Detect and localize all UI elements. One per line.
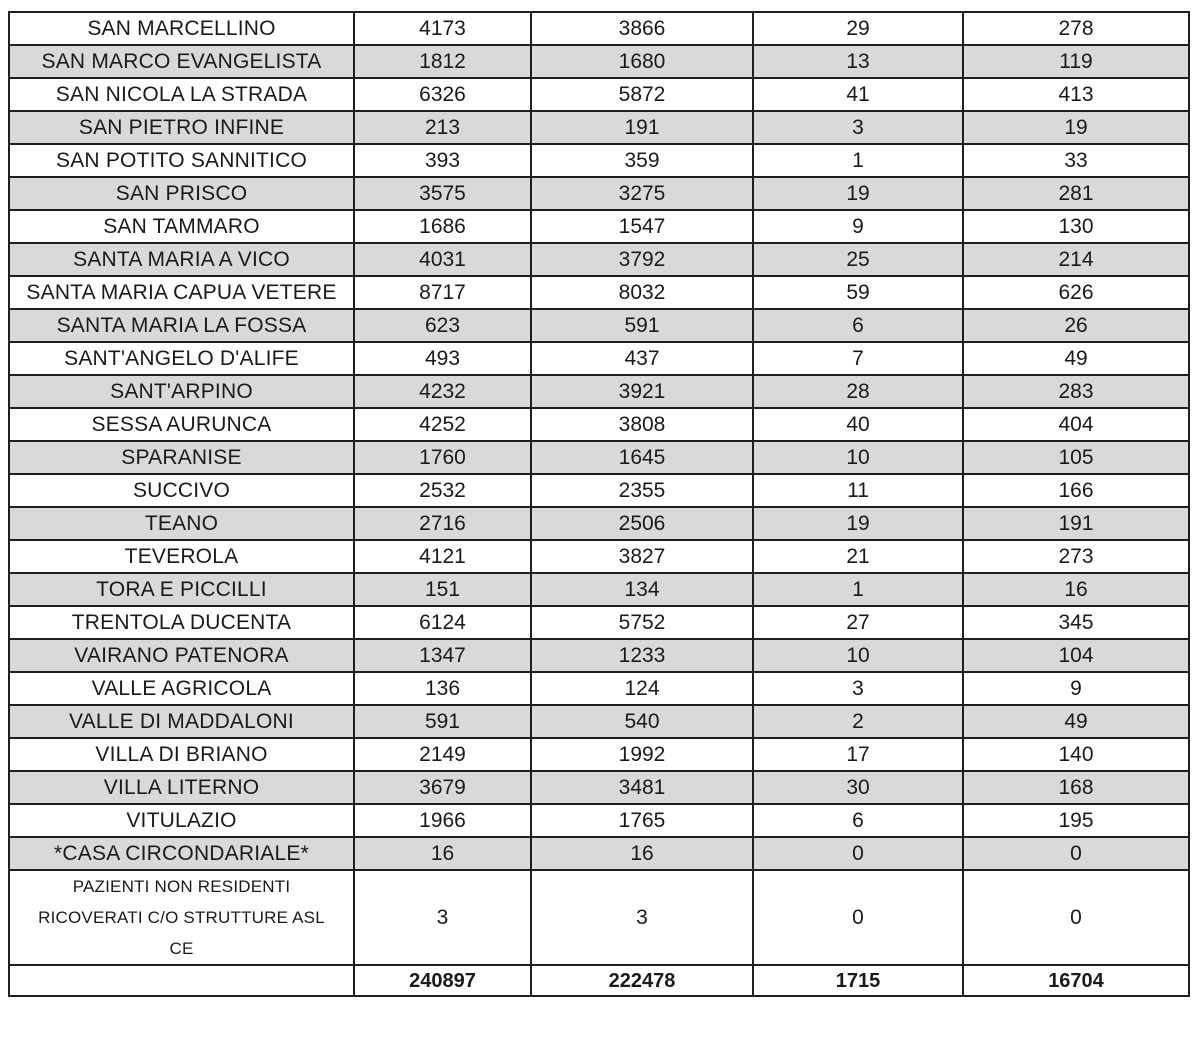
municipality-cell: VILLA DI BRIANO [9,738,354,771]
value-cell: 3481 [531,771,753,804]
value-cell: 105 [963,441,1189,474]
table-row [9,441,1189,474]
value-cell: 3921 [531,375,753,408]
value-cell: 168 [963,771,1189,804]
value-cell: 281 [963,177,1189,210]
total-value-cell: 240897 [354,965,531,996]
value-cell: 1686 [354,210,531,243]
non-resident-label [9,870,354,965]
value-cell: 49 [963,342,1189,375]
value-cell: 16 [354,837,531,870]
value-cell: 119 [963,45,1189,78]
municipality-cell: SANT'ANGELO D'ALIFE [9,342,354,375]
table-row [9,375,1189,408]
non-resident-row [9,870,1189,965]
table-row [9,309,1189,342]
municipality-cell: VAIRANO PATENORA [9,639,354,672]
total-value-cell: 1715 [753,965,963,996]
value-cell: 2716 [354,507,531,540]
value-cell: 4252 [354,408,531,441]
table-row [9,738,1189,771]
table-row [9,837,1189,870]
value-cell: 1233 [531,639,753,672]
value-cell: 1680 [531,45,753,78]
table-row [9,144,1189,177]
table-row [9,210,1189,243]
value-cell: 1 [753,144,963,177]
value-cell: 493 [354,342,531,375]
value-cell: 1966 [354,804,531,837]
table-row [9,606,1189,639]
municipality-cell: SAN PRISCO [9,177,354,210]
value-cell: 1 [753,573,963,606]
municipality-cell: SUCCIVO [9,474,354,507]
table-row [9,243,1189,276]
value-cell: 124 [531,672,753,705]
value-cell: 0 [963,870,1189,965]
municipality-cell: SAN PIETRO INFINE [9,111,354,144]
value-cell: 3275 [531,177,753,210]
table-row [9,672,1189,705]
value-cell: 19 [963,111,1189,144]
total-value-cell: 222478 [531,965,753,996]
value-cell: 4121 [354,540,531,573]
value-cell: 9 [963,672,1189,705]
value-cell: 278 [963,12,1189,45]
value-cell: 136 [354,672,531,705]
value-cell: 11 [753,474,963,507]
table-row [9,639,1189,672]
municipality-cell: SPARANISE [9,441,354,474]
value-cell: 3866 [531,12,753,45]
value-cell: 29 [753,12,963,45]
value-cell: 6326 [354,78,531,111]
municipality-cell: SAN NICOLA LA STRADA [9,78,354,111]
table-row [9,177,1189,210]
municipality-cell: TEANO [9,507,354,540]
value-cell: 3827 [531,540,753,573]
value-cell: 1547 [531,210,753,243]
value-cell: 104 [963,639,1189,672]
municipality-cell: SANTA MARIA LA FOSSA [9,309,354,342]
table-row [9,573,1189,606]
value-cell: 25 [753,243,963,276]
value-cell: 41 [753,78,963,111]
value-cell: 10 [753,441,963,474]
value-cell: 40 [753,408,963,441]
value-cell: 2149 [354,738,531,771]
value-cell: 626 [963,276,1189,309]
value-cell: 6 [753,309,963,342]
value-cell: 1812 [354,45,531,78]
value-cell: 437 [531,342,753,375]
value-cell: 28 [753,375,963,408]
value-cell: 0 [753,837,963,870]
municipality-cell: SAN MARCO EVANGELISTA [9,45,354,78]
value-cell: 8032 [531,276,753,309]
value-cell: 140 [963,738,1189,771]
value-cell: 130 [963,210,1189,243]
value-cell: 3679 [354,771,531,804]
table-row [9,111,1189,144]
table-row [9,12,1189,45]
value-cell: 19 [753,507,963,540]
value-cell: 13 [753,45,963,78]
value-cell: 4232 [354,375,531,408]
municipality-cell: SANTA MARIA CAPUA VETERE [9,276,354,309]
municipality-cell: SAN TAMMARO [9,210,354,243]
municipality-cell: TORA E PICCILLI [9,573,354,606]
value-cell: 3808 [531,408,753,441]
municipality-cell: SANT'ARPINO [9,375,354,408]
value-cell: 151 [354,573,531,606]
value-cell: 2355 [531,474,753,507]
value-cell: 591 [354,705,531,738]
value-cell: 3 [531,870,753,965]
value-cell: 359 [531,144,753,177]
value-cell: 3 [354,870,531,965]
value-cell: 3 [753,111,963,144]
table-row [9,804,1189,837]
value-cell: 1760 [354,441,531,474]
value-cell: 191 [531,111,753,144]
value-cell: 3 [753,672,963,705]
municipality-cell: VALLE AGRICOLA [9,672,354,705]
value-cell: 1765 [531,804,753,837]
value-cell: 404 [963,408,1189,441]
value-cell: 7 [753,342,963,375]
totals-row [9,965,1189,996]
non-resident-label-line: CE [169,939,194,958]
table-row [9,45,1189,78]
total-value-cell: 16704 [963,965,1189,996]
value-cell: 1992 [531,738,753,771]
value-cell: 540 [531,705,753,738]
value-cell: 27 [753,606,963,639]
value-cell: 21 [753,540,963,573]
value-cell: 9 [753,210,963,243]
table-body [9,12,1189,996]
municipality-cell: SANTA MARIA A VICO [9,243,354,276]
value-cell: 26 [963,309,1189,342]
value-cell: 213 [354,111,531,144]
value-cell: 3792 [531,243,753,276]
value-cell: 1347 [354,639,531,672]
table-row [9,276,1189,309]
value-cell: 413 [963,78,1189,111]
value-cell: 591 [531,309,753,342]
value-cell: 16 [963,573,1189,606]
table-row [9,540,1189,573]
value-cell: 623 [354,309,531,342]
table-row [9,408,1189,441]
value-cell: 4031 [354,243,531,276]
value-cell: 0 [753,870,963,965]
value-cell: 2506 [531,507,753,540]
municipality-cell: VALLE DI MADDALONI [9,705,354,738]
value-cell: 345 [963,606,1189,639]
value-cell: 4173 [354,12,531,45]
value-cell: 6124 [354,606,531,639]
value-cell: 195 [963,804,1189,837]
value-cell: 283 [963,375,1189,408]
value-cell: 1645 [531,441,753,474]
table-row [9,507,1189,540]
totals-label [9,965,354,996]
municipality-cell: VILLA LITERNO [9,771,354,804]
value-cell: 33 [963,144,1189,177]
value-cell: 134 [531,573,753,606]
data-table [8,11,1190,997]
municipality-cell: SAN MARCELLINO [9,12,354,45]
municipality-cell: TEVEROLA [9,540,354,573]
value-cell: 0 [963,837,1189,870]
value-cell: 19 [753,177,963,210]
table-row [9,771,1189,804]
value-cell: 8717 [354,276,531,309]
value-cell: 214 [963,243,1189,276]
value-cell: 59 [753,276,963,309]
value-cell: 30 [753,771,963,804]
municipality-cell: VITULAZIO [9,804,354,837]
value-cell: 5872 [531,78,753,111]
value-cell: 49 [963,705,1189,738]
value-cell: 5752 [531,606,753,639]
municipality-cell: *CASA CIRCONDARIALE* [9,837,354,870]
value-cell: 3575 [354,177,531,210]
municipality-cell: SESSA AURUNCA [9,408,354,441]
value-cell: 166 [963,474,1189,507]
table-row [9,474,1189,507]
value-cell: 16 [531,837,753,870]
value-cell: 6 [753,804,963,837]
value-cell: 393 [354,144,531,177]
non-resident-label-line: PAZIENTI NON RESIDENTI [72,877,291,896]
value-cell: 191 [963,507,1189,540]
value-cell: 2 [753,705,963,738]
table-row [9,342,1189,375]
value-cell: 273 [963,540,1189,573]
value-cell: 17 [753,738,963,771]
municipality-cell: TRENTOLA DUCENTA [9,606,354,639]
value-cell: 10 [753,639,963,672]
non-resident-label-line: RICOVERATI C/O STRUTTURE ASL [38,908,325,927]
table-row [9,78,1189,111]
table-row [9,705,1189,738]
municipality-cell: SAN POTITO SANNITICO [9,144,354,177]
value-cell: 2532 [354,474,531,507]
